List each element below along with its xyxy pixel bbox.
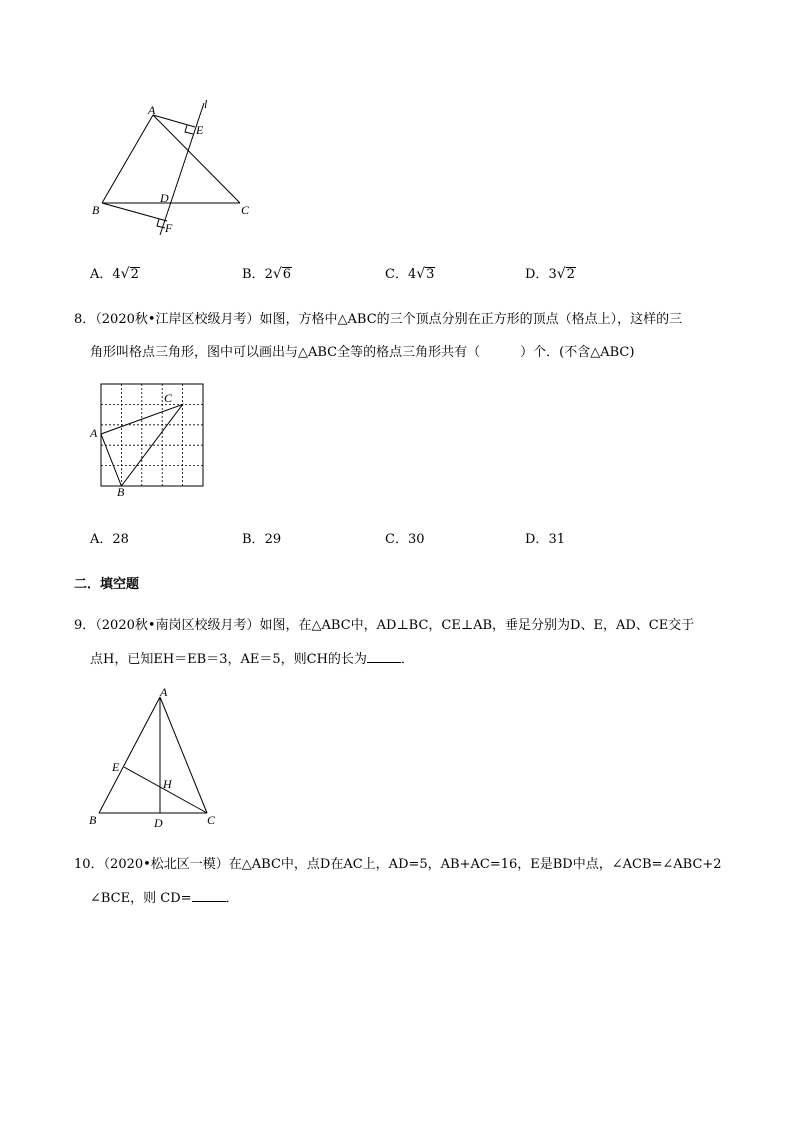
- section-title-fill-in: 二．填空题: [74, 577, 140, 592]
- q9-label-d: D: [154, 816, 163, 830]
- q10-stem-line2: ∠BCE，则 CD= ．: [90, 891, 239, 906]
- q7-option-b: B．2√6: [242, 266, 292, 282]
- q9-label-b: B: [89, 813, 97, 827]
- q7-label-d: D: [160, 191, 169, 205]
- q7-label-a: A: [148, 103, 156, 117]
- q9-label-c: C: [207, 813, 216, 827]
- q9-label-a: A: [160, 685, 168, 699]
- q9-stem-line1: 9．（2020秋•南岗区校级月考）如图，在△ABC中，AD⊥BC，CE⊥AB，垂足分别为D、E，AD、CE交于: [74, 618, 695, 633]
- q9-stem-line2: 点H，已知EH＝EB＝3，AE＝5，则CH的长为 ．: [90, 652, 414, 667]
- q9-label-h: H: [163, 777, 172, 791]
- q10-stem-line1: 10．（2020•松北区一模）在△ABC中，点D在AC上，AD=5，AB+AC=16，E是BD中点，∠ACB=∠ABC+2: [74, 857, 722, 872]
- q8-stem-line2: 角形叫格点三角形，图中可以画出与△ABC全等的格点三角形共有（ ）个．(不含△ABC): [90, 345, 635, 360]
- q7-side-ab: [102, 115, 153, 203]
- q8-option-d: D．31: [525, 532, 565, 547]
- q9-label-e: E: [112, 760, 120, 774]
- q9-side-ac: [160, 697, 207, 813]
- q7-option-c: C．4√3: [385, 266, 435, 282]
- q9-figure: [85, 685, 235, 830]
- q7-label-b: B: [92, 203, 100, 217]
- q8-stem-line1: 8．（2020秋•江岸区校级月考）如图，方格中△ABC的三个顶点分别在正方形的顶点（格点上），这样的三: [74, 312, 683, 327]
- q8-option-a: A．28: [90, 532, 129, 547]
- q7-label-e: E: [196, 123, 204, 137]
- q7-figure: [80, 95, 280, 245]
- q7-label-l: l: [204, 97, 208, 111]
- q7-option-a: A．4√2: [90, 266, 139, 282]
- q8-label-c: C: [164, 391, 173, 405]
- q9-side-ab: [99, 697, 160, 813]
- q8-grid-border: [101, 384, 203, 486]
- q9-answer-blank: [367, 650, 401, 663]
- q8-label-a: A: [90, 426, 98, 440]
- q7-label-f: F: [165, 221, 173, 235]
- q10-answer-blank: [192, 889, 226, 902]
- q8-label-b: B: [117, 485, 125, 499]
- q7-option-d: D．3√2: [525, 266, 575, 282]
- q8-grid-figure: [85, 382, 215, 502]
- q8-option-b: B．29: [242, 532, 282, 547]
- q7-perp-bf: [102, 203, 167, 221]
- q7-label-c: C: [241, 203, 250, 217]
- q8-option-c: C．30: [385, 532, 425, 547]
